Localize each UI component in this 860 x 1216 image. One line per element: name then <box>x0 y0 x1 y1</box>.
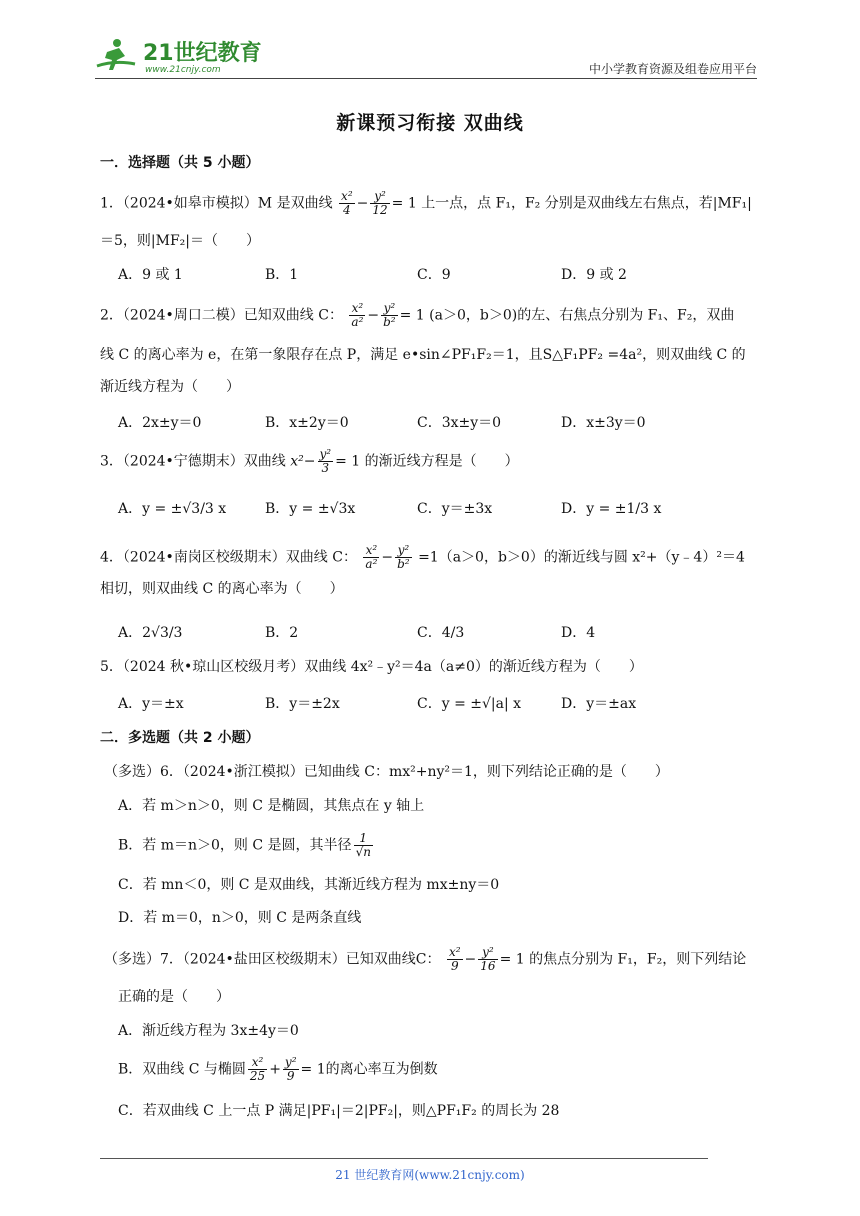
q1-option-d[interactable]: D．9 或 2 <box>561 267 627 283</box>
q6-option-b[interactable]: B．若 m＝n＞0，则 C 是圆，其半径 $\frac{1}{√n}$ <box>118 831 371 859</box>
question-6: （多选）6．（2024•浙江模拟）已知曲线 C：mx²+ny²＝1，则下列结论正确的是（ ） <box>104 764 669 780</box>
question-5: 5．（2024 秋•琼山区校级月考）双曲线 4x²﹣y²＝4a（a≠0）的渐近线方程为（ ） <box>100 659 643 675</box>
q4-option-b[interactable]: B．2 <box>265 625 299 641</box>
q3-option-c[interactable]: C．y＝±3x <box>417 501 493 517</box>
q4-option-d[interactable]: D．4 <box>561 625 596 641</box>
q7-option-c[interactable]: C．若双曲线 C 上一点 P 满足|PF₁|＝2|PF₂|，则△PF₁F₂ 的周长为 28 <box>118 1103 560 1119</box>
q5-option-c[interactable]: C．y = ±√|a| x <box>417 696 522 712</box>
q2-formula: $\frac{\text{x²}}{\text{a²}}$ <box>351 301 364 329</box>
q3-formula: $\frac{\text{y²}}{3}$ <box>319 447 332 475</box>
site-logo[interactable] <box>95 36 275 76</box>
q2-option-c[interactable]: C．3x±y＝0 <box>417 415 502 431</box>
q2-option-d[interactable]: D．x±3y＝0 <box>561 415 646 431</box>
q7-line2: 正确的是（ ） <box>118 989 230 1005</box>
q5-option-d[interactable]: D．y＝±ax <box>561 696 637 712</box>
q4-line2: 相切，则双曲线 C 的离心率为（ ） <box>100 581 344 597</box>
q6-option-a[interactable]: A．若 m＞n＞0，则 C 是椭圆，其焦点在 y 轴上 <box>118 798 425 814</box>
q1-option-a[interactable]: A．9 或 1 <box>118 267 183 283</box>
q3-option-b[interactable]: B．y = ±√3x <box>265 501 356 517</box>
q7-ellipse-formula: $\frac{\text{x²}}{25}$ <box>249 1055 266 1083</box>
q1-option-b[interactable]: B．1 <box>265 267 299 283</box>
header-divider <box>95 78 757 79</box>
page-header <box>95 36 757 80</box>
runner-logo-icon <box>95 36 275 76</box>
q5-option-b[interactable]: B．y＝±2x <box>265 696 340 712</box>
q2-option-a[interactable]: A．2x±y＝0 <box>118 415 202 431</box>
page-footer[interactable]: 21 世纪教育网(www.21cnjy.com) <box>335 1168 525 1182</box>
q6-option-d[interactable]: D．若 m＝0，n＞0，则 C 是两条直线 <box>118 910 362 926</box>
page-title: 新课预习衔接 双曲线 <box>336 112 524 134</box>
q3-option-a[interactable]: A．y = ±√3/3 x <box>118 501 227 517</box>
q4-option-a[interactable]: A．2√3/3 <box>118 625 183 641</box>
question-7: （多选）7．（2024•盐田区校级期末）已知双曲线C： $\frac{\text{x²}}{9}$ − $\frac{\text{y²}}{16}$ = 1 的焦点分别为 F₁，F₂，则下列结论 <box>104 945 747 973</box>
q1-formula: $\frac{\text{x²}}{4}$ <box>341 189 353 217</box>
q1-line2: ＝5，则|MF₂|＝（ ） <box>100 233 261 249</box>
section-heading-choice: 一．选择题（共 5 小题） <box>100 155 260 171</box>
footer-divider <box>100 1158 708 1159</box>
question-3: 3．（2024•宁德期末）双曲线 x²− $\frac{\text{y²}}{3}$ = 1 的渐近线方程是（ ） <box>100 447 519 475</box>
q6-radius-formula: $\frac{1}{√n}$ <box>355 831 371 859</box>
q7-option-b[interactable]: B．双曲线 C 与椭圆 $\frac{\text{x²}}{25}$ + $\frac{\text{y²}}{9}$ = 1的离心率互为倒数 <box>118 1055 438 1083</box>
q2-line2: 线 C 的离心率为 e，在第一象限存在点 P，满足 e•sin∠PF₁F₂＝1，且S△F₁PF₂ =4a²，则双曲线 C 的 <box>100 347 746 363</box>
svg-text:www.21cnjy.com: www.21cnjy.com <box>145 65 221 75</box>
q1-option-c[interactable]: C．9 <box>417 267 451 283</box>
q6-option-c[interactable]: C．若 mn＜0，则 C 是双曲线，其渐近线方程为 mx±ny＝0 <box>118 877 500 893</box>
q5-option-a[interactable]: A．y＝±x <box>118 696 184 712</box>
q2-option-b[interactable]: B．x±2y＝0 <box>265 415 349 431</box>
q1-text-a: 1．（2024•如皋市模拟）M 是双曲线 <box>100 195 333 212</box>
svg-text:21世纪教育: 21世纪教育 <box>143 41 262 66</box>
q2-line3: 渐近线方程为（ ） <box>100 379 240 395</box>
section-heading-multi: 二．多选题（共 2 小题） <box>100 730 260 746</box>
platform-label: 中小学教育资源及组卷应用平台 <box>588 62 757 76</box>
q7-option-a[interactable]: A．渐近线方程为 3x±4y＝0 <box>118 1023 299 1039</box>
q1-text-b: 上一点，点 F₁，F₂ 分别是双曲线左右焦点，若|MF₁| <box>421 195 752 212</box>
q3-option-d[interactable]: D．y = ±1/3 x <box>561 501 662 517</box>
question-2: 2．（2024•周口二模）已知双曲线 C： $\frac{\text{x²}}{\text{a²}}$ − $\frac{\text{y²}}{\text{b²}}$ = 1 (a＞0，b＞0)的左、右焦点分别为 F₁、F₂，双曲 <box>100 301 735 329</box>
q7-formula: $\frac{\text{x²}}{9}$ <box>448 945 461 973</box>
question-1: 1．（2024•如皋市模拟）M 是双曲线 $\frac{\text{x²}}{4}$ − $\frac{\text{y²}}{12}$ = 1 上一点，点 F₁，F₂ 分别是双曲线左右焦点，若|MF₁| <box>100 189 752 217</box>
q4-option-c[interactable]: C．4/3 <box>417 625 465 641</box>
q4-formula: $\frac{\text{x²}}{\text{a²}}$ <box>365 543 378 571</box>
question-4: 4．（2024•南岗区校级期末）双曲线 C： $\frac{\text{x²}}{\text{a²}}$ − $\frac{\text{y²}}{\text{b²}}$ =1（a＞0，b＞0）的渐近线与圆 x²+（y﹣4）²＝4 <box>100 543 745 571</box>
